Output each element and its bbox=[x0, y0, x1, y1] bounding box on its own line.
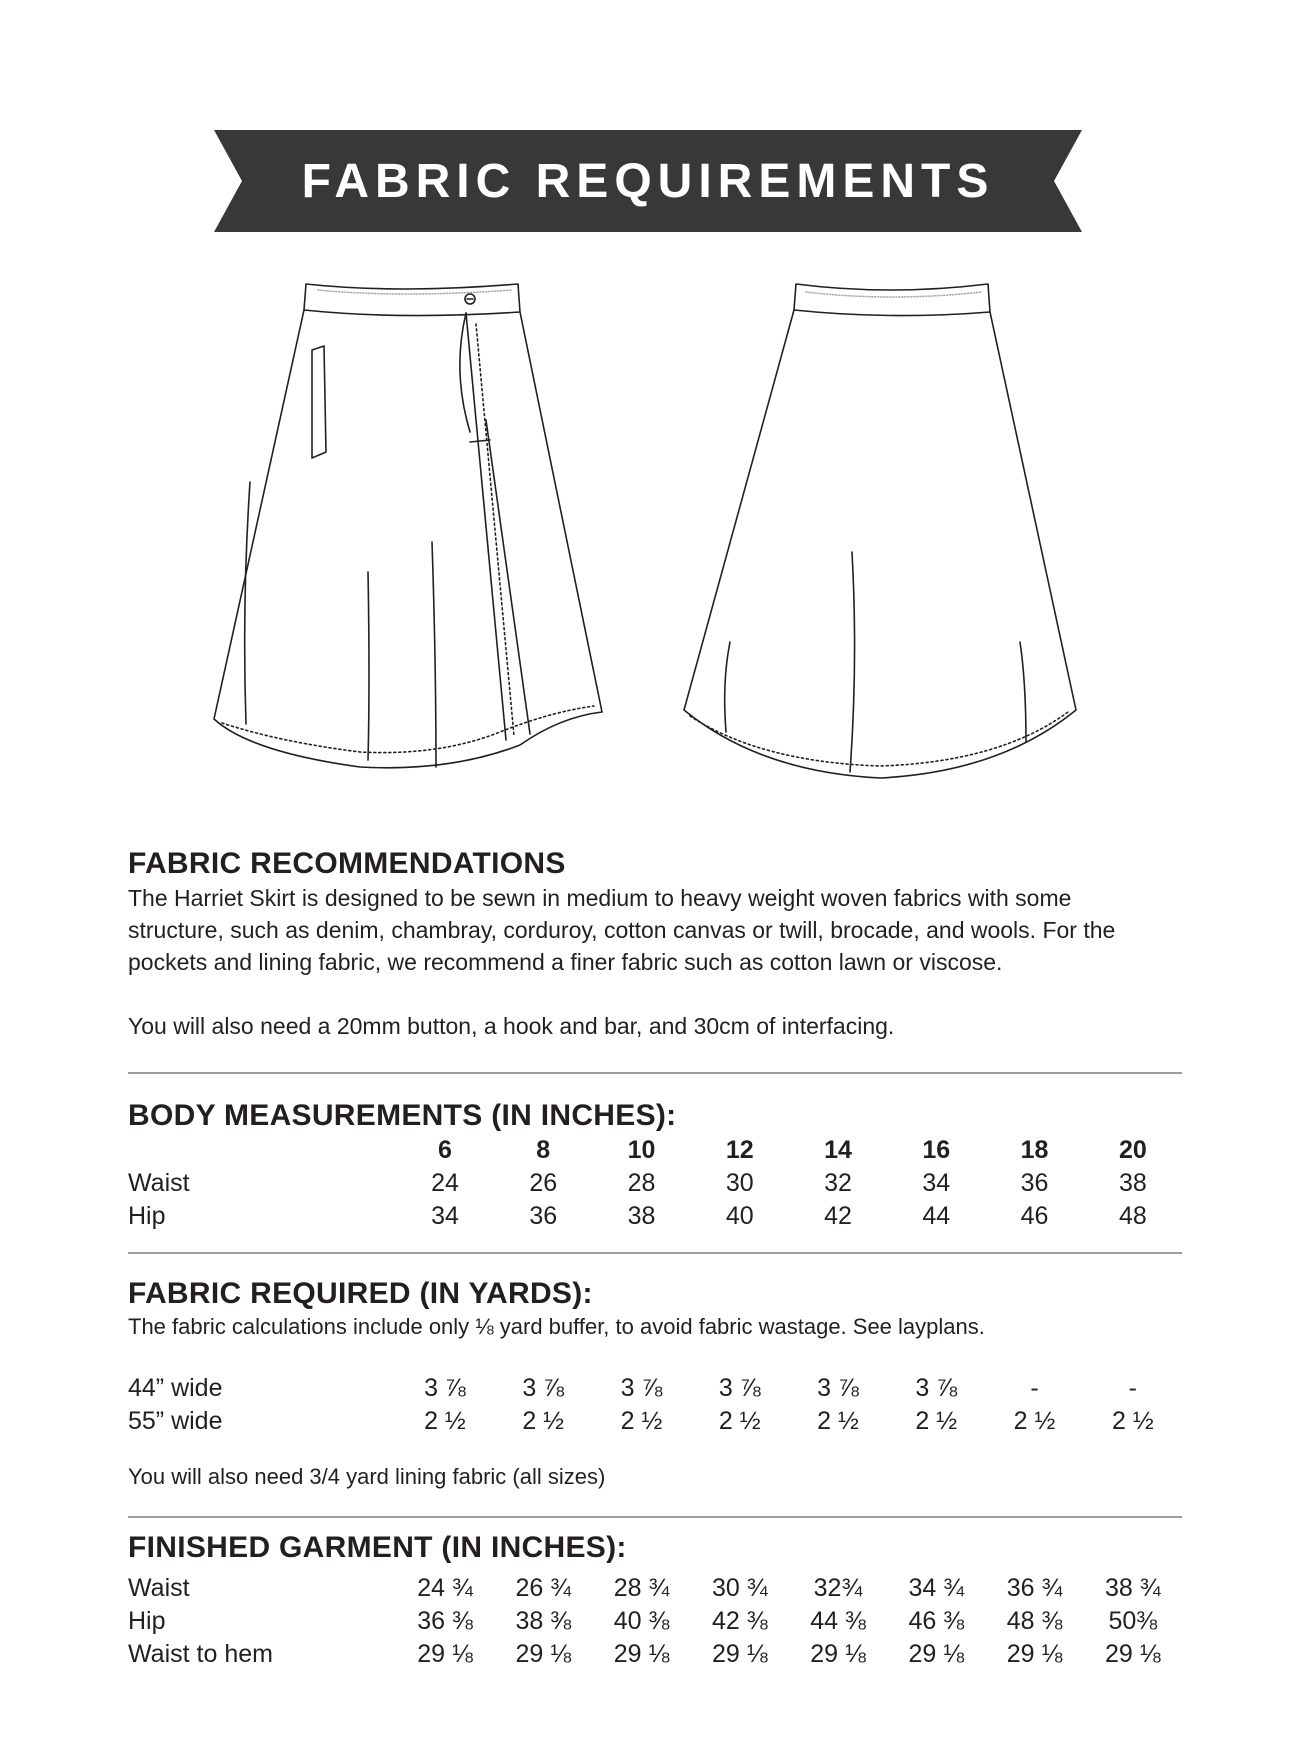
table-cell: 3 ⅞ bbox=[620, 1374, 663, 1402]
table-row bbox=[128, 1638, 1182, 1671]
table-cell: 2 ½ bbox=[1013, 1407, 1056, 1435]
title-banner bbox=[214, 130, 1082, 232]
body-measurements-section bbox=[128, 1098, 1182, 1233]
table-cell: 2 ½ bbox=[817, 1407, 859, 1435]
table-row bbox=[128, 1605, 1182, 1638]
size-header-row bbox=[128, 1134, 1182, 1167]
finished-garment-heading: FINISHED GARMENT (IN INCHES): bbox=[128, 1531, 627, 1564]
size-header: 14 bbox=[824, 1136, 852, 1164]
table-cell: 42 ⅜ bbox=[711, 1607, 768, 1635]
table-row bbox=[128, 1405, 1182, 1438]
table-row bbox=[128, 1167, 1182, 1200]
table-cell: 42 bbox=[824, 1202, 852, 1230]
table-cell: 32 bbox=[824, 1169, 852, 1197]
fabric-recommendations-heading: FABRIC RECOMMENDATIONS bbox=[128, 847, 566, 880]
table-cell: 44 ⅜ bbox=[810, 1607, 866, 1635]
table-cell: 24 bbox=[431, 1169, 459, 1197]
table-cell: 50⅜ bbox=[1108, 1607, 1158, 1635]
table-row bbox=[128, 1572, 1182, 1605]
table-cell: 26 bbox=[529, 1169, 558, 1197]
finished-garment-section bbox=[128, 1530, 1182, 1671]
divider bbox=[128, 1516, 1182, 1518]
table-cell: 2 ½ bbox=[424, 1407, 466, 1435]
table-cell: 36 bbox=[1020, 1169, 1049, 1197]
page-title: FABRIC REQUIREMENTS bbox=[301, 154, 995, 208]
row-label: 55” wide bbox=[128, 1407, 223, 1435]
table-cell: 29 ⅛ bbox=[810, 1640, 866, 1668]
table-cell: 34 bbox=[922, 1169, 951, 1197]
table-cell: 44 bbox=[922, 1202, 951, 1230]
fabric-recommendations-section bbox=[128, 846, 1182, 1042]
table-cell: 2 ½ bbox=[915, 1407, 958, 1435]
table-cell: 36 bbox=[529, 1202, 558, 1230]
table-cell: 2 ½ bbox=[620, 1407, 663, 1435]
table-row bbox=[128, 1200, 1182, 1233]
size-header: 16 bbox=[922, 1136, 951, 1164]
recommendations-line-1: The Harriet Skirt is designed to be sewn in medium to heavy weight woven fabrics with some bbox=[128, 885, 1072, 911]
row-label: 44” wide bbox=[128, 1374, 223, 1402]
table-cell: 36 ⅜ bbox=[417, 1607, 473, 1635]
fabric-required-table bbox=[128, 1372, 1182, 1438]
table-cell: 29 ⅛ bbox=[1006, 1640, 1063, 1668]
table-cell: 48 ⅜ bbox=[1006, 1607, 1063, 1635]
size-header: 12 bbox=[725, 1136, 754, 1164]
table-cell: 28 ¾ bbox=[613, 1574, 670, 1602]
skirt-front-illustration bbox=[214, 284, 602, 768]
size-header: 8 bbox=[536, 1136, 551, 1164]
table-cell: 2 ½ bbox=[718, 1407, 761, 1435]
table-cell: 26 ¾ bbox=[515, 1574, 572, 1602]
table-cell: 29 ⅛ bbox=[908, 1640, 965, 1668]
table-cell: 30 bbox=[725, 1169, 754, 1197]
table-cell: 46 bbox=[1020, 1202, 1049, 1230]
table-cell: 29 ⅛ bbox=[515, 1640, 572, 1668]
table-cell: 2 ½ bbox=[1111, 1407, 1154, 1435]
table-cell: 38 bbox=[627, 1202, 656, 1230]
table-cell: 3 ⅞ bbox=[718, 1374, 761, 1402]
table-cell: 28 bbox=[627, 1169, 656, 1197]
table-cell: 46 ⅜ bbox=[908, 1607, 965, 1635]
table-cell: - bbox=[1030, 1374, 1039, 1402]
recommendations-line-2: structure, such as denim, chambray, corduroy, cotton canvas or twill, brocade, and wools. For the bbox=[128, 917, 1116, 943]
row-label: Hip bbox=[128, 1202, 166, 1230]
fabric-required-section bbox=[128, 1276, 1182, 1492]
table-cell: 24 ¾ bbox=[417, 1574, 473, 1602]
size-header: 6 bbox=[438, 1136, 452, 1164]
table-cell: - bbox=[1128, 1374, 1137, 1402]
row-label: Waist bbox=[128, 1574, 190, 1602]
table-cell: 40 ⅜ bbox=[613, 1607, 670, 1635]
table-cell: 38 ¾ bbox=[1105, 1574, 1161, 1602]
row-label: Waist to hem bbox=[128, 1640, 273, 1668]
size-header: 18 bbox=[1020, 1136, 1049, 1164]
divider bbox=[128, 1252, 1182, 1254]
table-cell: 38 bbox=[1118, 1169, 1147, 1197]
table-cell: 34 ¾ bbox=[908, 1574, 965, 1602]
table-cell: 3 ⅞ bbox=[424, 1374, 466, 1402]
table-cell: 32¾ bbox=[813, 1574, 863, 1602]
table-cell: 2 ½ bbox=[522, 1407, 565, 1435]
fabric-required-heading: FABRIC REQUIRED (IN YARDS): bbox=[128, 1277, 593, 1310]
row-label: Hip bbox=[128, 1607, 166, 1635]
size-header: 10 bbox=[627, 1136, 656, 1164]
lining-note: You will also need 3/4 yard lining fabric (all sizes) bbox=[128, 1464, 606, 1489]
table-cell: 3 ⅞ bbox=[915, 1374, 958, 1402]
fabric-buffer-note: The fabric calculations include only ⅛ yard buffer, to avoid fabric wastage. See layplans. bbox=[128, 1314, 985, 1339]
skirt-back-illustration bbox=[684, 284, 1076, 778]
row-label: Waist bbox=[128, 1169, 190, 1197]
table-cell: 40 bbox=[725, 1202, 754, 1230]
table-cell: 34 bbox=[431, 1202, 459, 1230]
table-row bbox=[128, 1372, 1182, 1405]
table-cell: 3 ⅞ bbox=[522, 1374, 565, 1402]
notions-text: You will also need a 20mm button, a hook and bar, and 30cm of interfacing. bbox=[128, 1013, 895, 1039]
skirt-illustrations bbox=[200, 262, 1100, 822]
table-cell: 38 ⅜ bbox=[515, 1607, 572, 1635]
table-cell: 3 ⅞ bbox=[817, 1374, 859, 1402]
finished-garment-table bbox=[128, 1572, 1182, 1671]
table-cell: 48 bbox=[1118, 1202, 1147, 1230]
table-cell: 36 ¾ bbox=[1006, 1574, 1063, 1602]
body-measurements-table bbox=[128, 1134, 1182, 1233]
table-cell: 29 ⅛ bbox=[613, 1640, 670, 1668]
recommendations-line-3: pockets and lining fabric, we recommend a finer fabric such as cotton lawn or viscose. bbox=[128, 949, 1003, 975]
table-cell: 29 ⅛ bbox=[1105, 1640, 1161, 1668]
body-measurements-heading: BODY MEASUREMENTS (IN INCHES): bbox=[128, 1099, 677, 1132]
divider bbox=[128, 1072, 1182, 1074]
size-header: 20 bbox=[1118, 1136, 1147, 1164]
table-cell: 30 ¾ bbox=[711, 1574, 768, 1602]
table-cell: 29 ⅛ bbox=[417, 1640, 473, 1668]
table-cell: 29 ⅛ bbox=[711, 1640, 768, 1668]
